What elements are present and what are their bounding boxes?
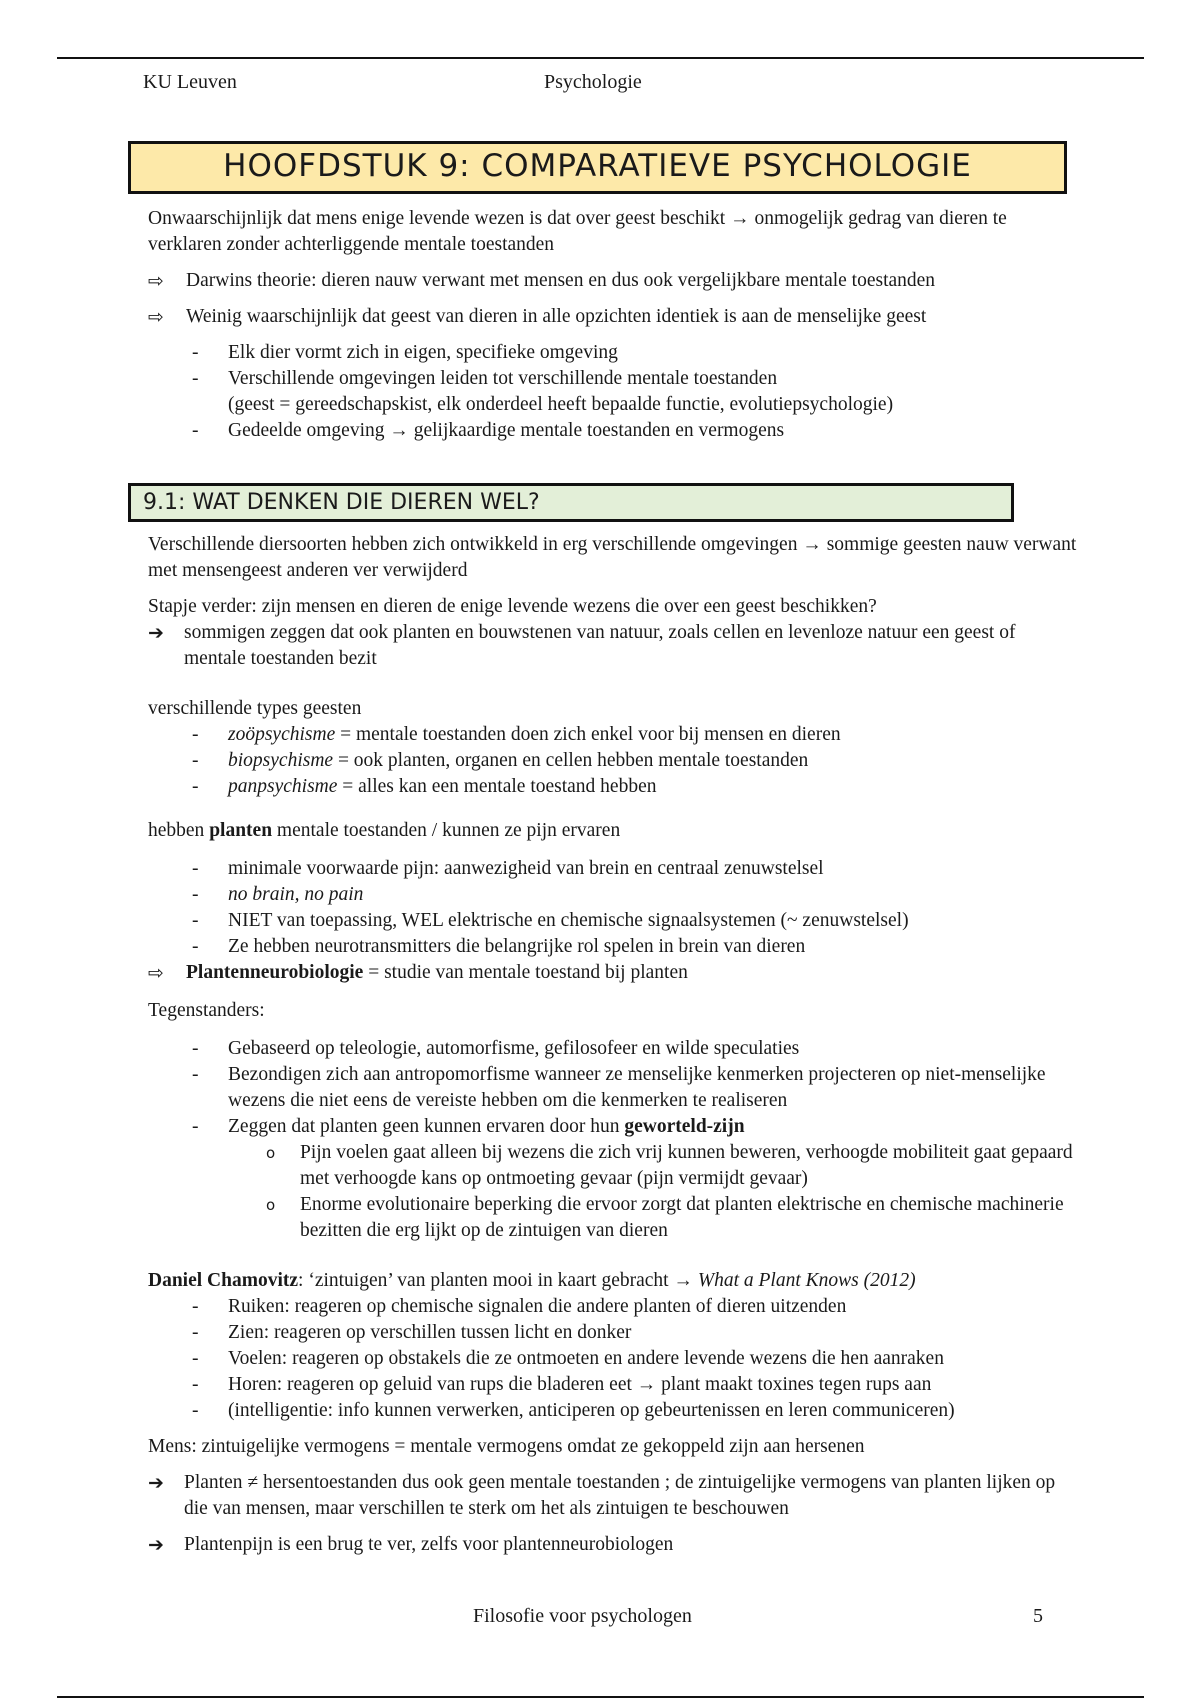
list-item: - Ruiken: reageren op chemische signalen die andere planten of dieren uitzenden — [148, 1294, 1078, 1320]
arrow-text: Plantenpijn is een brug te ver, zelfs voor plantenneurobiologen — [184, 1534, 674, 1555]
arrow-text: sommigen zeggen dat ook planten en bouwstenen van natuur, zoals cellen en levenloze natuur een geest of mentale toestanden bezit — [184, 622, 1016, 669]
chapter-title: HOOFDSTUK 9: COMPARATIEVE PSYCHOLOGIE — [223, 148, 972, 184]
arrow-right-icon: ➔ — [148, 622, 164, 644]
list-item — [148, 774, 1078, 800]
term: biopsychisme — [228, 750, 334, 771]
list-item: - Voelen: reageren op obstakels die ze ontmoeten en andere levende wezens die hen aanraken — [148, 1346, 1078, 1372]
list-item: - Horen: reageren op geluid van rups die bladeren eet → plant maakt toxines tegen rups aan — [148, 1372, 1078, 1398]
hollow-arrow-icon: ⇨ — [148, 270, 164, 292]
sub-list-item: o Pijn voelen gaat alleen bij wezens die zich vrij kunnen beweren, verhoogde mobiliteit gaat gepaard met verhoogde kans op ontmoeting gevaar (pijn vermijdt gevaar) — [228, 1140, 1078, 1192]
sub-list — [228, 1140, 1078, 1244]
definition: = ook planten, organen en cellen hebben mentale toestanden — [333, 750, 809, 771]
intro-arrow-item — [148, 304, 1078, 330]
term: zoöpsychisme — [228, 724, 336, 745]
section-paragraph: Stapje verder: zijn mensen en dieren de enige levende wezens die over een geest beschikken? — [148, 596, 877, 617]
list-item: - (intelligentie: info kunnen verwerken, anticiperen op gebeurtenissen en leren communiceren) — [148, 1398, 1078, 1424]
list-item-note: (geest = gereedschapskist, elk onderdeel heeft bepaalde functie, evolutiepsychologie) — [228, 394, 894, 415]
list-item: - Elk dier vormt zich in eigen, specifieke omgeving — [148, 340, 1078, 366]
intro-arrow-item — [148, 268, 1078, 294]
text: Zeggen dat planten geen kunnen ervaren door hun — [228, 1116, 625, 1137]
list-item-text: - Verschillende omgevingen leiden tot verschillende mentale toestanden — [228, 368, 778, 389]
list-item: - NIET van toepassing, WEL elektrische en chemische signaalsystemen (~ zenuwstelsel) — [148, 908, 1078, 934]
plants-question — [148, 818, 1078, 844]
footer-rule — [57, 1696, 1144, 1698]
intro-arrow-text: Weinig waarschijnlijk dat geest van dieren in alle opzichten identiek is aan de menselijke geest — [186, 306, 927, 327]
term-bold: Plantenneurobiologie — [186, 962, 364, 983]
arrow-item — [148, 1470, 1078, 1522]
text: hebben — [148, 820, 210, 841]
list-item — [148, 722, 1078, 748]
book-title: What a Plant Knows (2012) — [697, 1270, 916, 1291]
arrow-item — [148, 1532, 1078, 1558]
list-item: - Gebaseerd op teleologie, automorfisme, gefilosofeer en wilde speculaties — [148, 1036, 1078, 1062]
definition: = studie van mentale toestand bij planten — [363, 962, 688, 983]
opponents-label: Tegenstanders: — [148, 1000, 265, 1021]
header-rule — [57, 57, 1144, 59]
types-list — [148, 722, 1078, 800]
chapter-title-box — [128, 141, 1067, 194]
list-item — [148, 366, 1078, 418]
mens-paragraph: Mens: zintuigelijke vermogens = mentale vermogens omdat ze gekoppeld zijn aan hersenen — [148, 1436, 865, 1457]
list-item-italic: no brain, no pain — [228, 884, 364, 905]
types-label: verschillende types geesten — [148, 698, 362, 719]
list-item: - minimale voorwaarde pijn: aanwezigheid van brein en centraal zenuwstelsel — [148, 856, 1078, 882]
opponents-list — [148, 1036, 1078, 1244]
author-name: Daniel Chamovitz — [148, 1270, 299, 1291]
arrow-item — [148, 960, 1078, 986]
text-bold: planten — [209, 820, 273, 841]
definition: = alles kan een mentale toestand hebben — [337, 776, 657, 797]
term: panpsychisme — [228, 776, 338, 797]
list-item: - Ze hebben neurotransmitters die belangrijke rol spelen in brein van dieren — [148, 934, 1078, 960]
list-item — [148, 882, 1078, 908]
list-item — [148, 748, 1078, 774]
plants-list — [148, 856, 1078, 960]
footer-title: Filosofie voor psychologen — [473, 1605, 692, 1627]
text-bold: geworteld-zijn — [624, 1116, 745, 1137]
arrow-right-icon: ➔ — [148, 1472, 164, 1494]
header-course: Psychologie — [544, 71, 642, 93]
intro-paragraph: Onwaarschijnlijk dat mens enige levende wezen is dat over geest beschikt → onmogelijk gedrag van dieren te verklaren zonder achterliggende mentale toestanden — [148, 208, 1007, 255]
definition: = mentale toestanden doen zich enkel voor bij mensen en dieren — [335, 724, 841, 745]
intro-arrow-text: Darwins theorie: dieren nauw verwant met mensen en dus ook vergelijkbare mentale toestanden — [186, 270, 936, 291]
text: : ‘zintuigen’ van planten mooi in kaart gebracht → — [298, 1270, 698, 1291]
intro-dash-list — [148, 340, 1078, 444]
section-title-box — [128, 483, 1014, 522]
text: mentale toestanden / kunnen ze pijn ervaren — [272, 820, 621, 841]
arrow-text: Planten ≠ hersentoestanden dus ook geen mentale toestanden ; de zintuigelijke vermogens van planten lijken op die van mensen, maar verschillen te sterk om het als zintuigen te beschouwen — [184, 1472, 1056, 1519]
hollow-arrow-icon: ⇨ — [148, 306, 164, 328]
senses-list — [148, 1294, 1078, 1424]
arrow-item — [148, 620, 1078, 672]
list-item: - Zien: reageren op verschillen tussen licht en donker — [148, 1320, 1078, 1346]
hollow-arrow-icon: ⇨ — [148, 962, 164, 984]
sub-list-item: o Enorme evolutionaire beperking die ervoor zorgt dat planten elektrische en chemische machinerie bezitten die erg lijkt op de zintuigen van dieren — [228, 1192, 1078, 1244]
section-title: 9.1: WAT DENKEN DIE DIEREN WEL? — [143, 490, 540, 515]
list-item: - Gedeelde omgeving → gelijkaardige mentale toestanden en vermogens — [148, 418, 1078, 444]
section-paragraph: Verschillende diersoorten hebben zich ontwikkeld in erg verschillende omgevingen → sommige geesten nauw verwant met mensengeest anderen ver verwijderd — [148, 534, 1077, 581]
list-item — [148, 1114, 1078, 1244]
chamovitz-paragraph — [148, 1268, 1078, 1294]
list-item: - Bezondigen zich aan antropomorfisme wanneer ze menselijke kenmerken projecteren op niet-menselijke wezens die niet eens de vereiste hebben om die kenmerken te realiseren — [148, 1062, 1078, 1114]
arrow-right-icon: ➔ — [148, 1534, 164, 1556]
page-number: 5 — [1033, 1605, 1043, 1627]
main-content — [148, 206, 1078, 1558]
header-institution: KU Leuven — [143, 71, 237, 93]
